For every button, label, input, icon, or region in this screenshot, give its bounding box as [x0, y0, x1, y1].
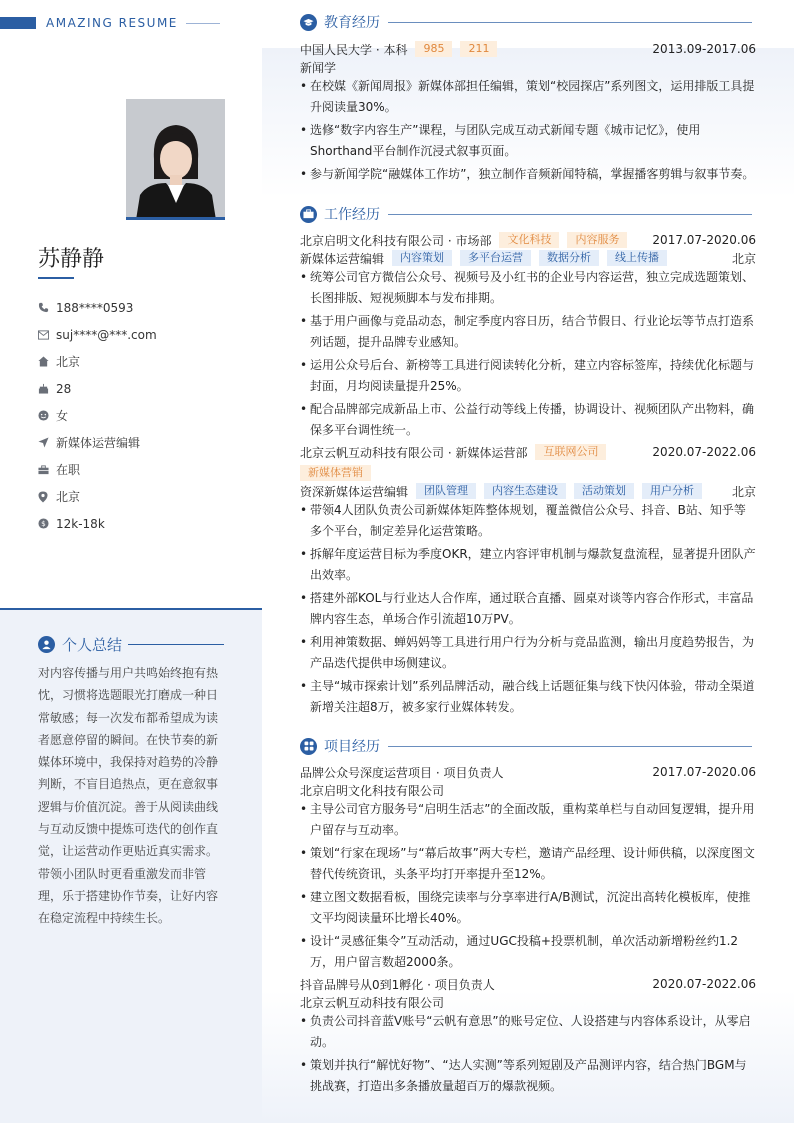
company: 北京启明文化科技有限公司 · 市场部 — [300, 233, 492, 248]
project-name: 抖音品牌号从0到1孵化 · 项目负责人 — [300, 977, 495, 992]
briefcase-icon — [38, 465, 56, 475]
bullet: • 配合品牌部完成新品上市、公益行动等线上传播，协调设计、视频团队产出物料，确保多平台调性统一。 — [300, 399, 756, 440]
bullet-text: 参与新闻学院“融媒体工作坊”，独立制作音频新闻特稿，掌握播客剪辑与叙事节奏。 — [310, 167, 755, 181]
tag: 新媒体营销 — [300, 465, 371, 481]
project-company: 北京云帆互动科技有限公司 — [300, 995, 445, 1010]
bullet: • 主导公司官方服务号“启明生活志”的全面改版，重构菜单栏与自动回复逻辑，提升用户留存与互动率。 — [300, 799, 756, 840]
bullet-text: 利用神策数据、蝉妈妈等工具进行用户行为分析与竞品监测，输出月度趋势报告，为产品迭代提供申场侧建议。 — [310, 635, 755, 670]
job-company-row — [300, 231, 756, 249]
info-gender — [38, 402, 248, 429]
job-role-row — [300, 482, 756, 500]
section-rule — [388, 22, 752, 23]
info-location — [38, 483, 248, 510]
bullet-text: 搭建外部KOL与行业达人合作库，通过联合直播、圆桌对谈等内容合作形式，丰富品牌内容生态，单场合作引流超10万PV。 — [310, 591, 754, 626]
bullet-text: 选修“数字内容生产”课程，与团队完成互动式新闻专题《城市记忆》，使用Shorthand平台制作沉浸式叙事页面。 — [310, 123, 701, 158]
personal-info — [38, 294, 248, 537]
info-text: 188****0593 — [56, 300, 134, 315]
user-icon — [38, 636, 55, 653]
graduation-cap-icon — [300, 14, 317, 31]
bullet: • 基于用户画像与竞品动态，制定季度内容日历，结合节假日、行业论坛等节点打造系列话题，提升品牌专业感知。 — [300, 311, 756, 352]
tag: 多平台运营 — [460, 250, 531, 266]
bullet-text: 拆解年度运营目标为季度OKR，建立内容评审机制与爆款复盘流程，显著提升团队产出效率。 — [310, 547, 756, 582]
bullet: • 参与新闻学院“融媒体工作坊”，独立制作音频新闻特稿，掌握播客剪辑与叙事节奏。 — [300, 164, 756, 185]
education-title: 教育经历 — [324, 15, 380, 31]
job-company-row — [300, 443, 756, 461]
info-status — [38, 456, 248, 483]
date: 2017.07-2020.06 — [652, 765, 756, 779]
mail-icon — [38, 330, 56, 340]
info-text: 12k-18k — [56, 516, 105, 531]
major: 新闻学 — [300, 60, 337, 75]
tag: 211 — [460, 41, 497, 57]
school-name: 中国人民大学 · 本科 — [300, 42, 408, 57]
summary-header — [38, 634, 224, 655]
bullet: • 统筹公司官方微信公众号、视频号及小红书的企业号内容运营，独立完成选题策划、长图排版、短视频脚本与发布排期。 — [300, 267, 756, 308]
bullet: • 拆解年度运营目标为季度OKR，建立内容评审机制与爆款复盘流程，显著提升团队产出效率。 — [300, 544, 756, 585]
bullet-text: 建立图文数据看板，围绕完读率与分享率进行A/B测试，沉淀出高转化模板库，使推文平均阅读量环比增长40%。 — [310, 890, 751, 925]
money-icon — [38, 518, 56, 529]
project-company-row — [300, 993, 756, 1011]
bullet-text: 配合品牌部完成新品上市、公益行动等线上传播，协调设计、视频团队产出物料，确保多平台调性统一。 — [310, 402, 755, 437]
tag: 内容生态建设 — [484, 483, 566, 499]
tag: 内容服务 — [567, 232, 627, 248]
work-title: 工作经历 — [324, 207, 380, 223]
projects-header — [300, 736, 752, 756]
bullet: • 策划并执行“解忧好物”、“达人实测”等系列短剧及产品测评内容，结合热门BGM与挑战赛，打造出多条播放量超百万的爆款视频。 — [300, 1055, 756, 1096]
avatar — [126, 99, 225, 220]
brand-header — [0, 16, 220, 30]
bullet-text: 设计“灵感征集令”互动活动，通过UGC投稿+投票机制，单次活动新增粉丝约1.2万，用户留言数超2000条。 — [310, 934, 739, 969]
summary-text: 对内容传播与用户共鸣始终抱有热忱，习惯将选题眼光打磨成一种日常敏感；每一次发布都希望成为读者愿意停留的瞬间。在快节奏的新媒体环境中，我保持对趋势的冷静判断，不盲目追热点，更在意叙事逻辑与价值沉淀。善于从阅读曲线与互动反馈中提炼可迭代的创作直觉，让运营动作更贴近真实需求。带领小团队时更看重激发而非管理，乐于搭建协作节奏，让好内容在稳定流程中持续生长。 — [38, 666, 219, 926]
avatar-portrait — [126, 99, 225, 220]
projects-title: 项目经历 — [324, 739, 380, 755]
tag: 985 — [415, 41, 452, 57]
name-underline — [38, 277, 74, 279]
role: 资深新媒体运营编辑 — [300, 484, 409, 499]
summary-title: 个人总结 — [62, 636, 123, 654]
job-company-tag-row — [300, 464, 756, 482]
tag: 内容策划 — [392, 250, 452, 266]
info-age — [38, 375, 248, 402]
education-school-row — [300, 40, 756, 58]
tag: 团队管理 — [416, 483, 476, 499]
tag: 活动策划 — [574, 483, 634, 499]
brand-bar — [0, 17, 36, 29]
bullet: • 搭建外部KOL与行业达人合作库，通过联合直播、圆桌对谈等内容合作形式，丰富品牌内容生态，单场合作引流超10万PV。 — [300, 588, 756, 629]
tag: 互联网公司 — [535, 444, 606, 460]
project-name-row — [300, 975, 756, 993]
bullet-text: 带领4人团队负责公司新媒体矩阵整体规划，覆盖微信公众号、抖音、B站、知乎等多个平台，制定差异化运营策略。 — [310, 503, 746, 538]
date: 2017.07-2020.06 — [652, 233, 756, 247]
date: 2020.07-2022.06 — [652, 445, 756, 459]
candidate-name: 苏静静 — [38, 247, 105, 272]
bullet: • 选修“数字内容生产”课程，与团队完成互动式新闻专题《城市记忆》，使用Shorthand平台制作沉浸式叙事页面。 — [300, 120, 756, 161]
bullet-text: 策划并执行“解忧好物”、“达人实测”等系列短剧及产品测评内容，结合热门BGM与挑战赛，打造出多条播放量超百万的爆款视频。 — [310, 1058, 747, 1093]
brand-title: AMAZING RESUME — [46, 16, 178, 30]
city: 北京 — [731, 484, 756, 499]
grid-icon — [300, 738, 317, 755]
tag: 用户分析 — [642, 483, 702, 499]
education-major-row — [300, 58, 756, 76]
info-text: 在职 — [56, 463, 81, 477]
info-text: 北京 — [56, 490, 81, 504]
smile-icon — [38, 410, 56, 421]
bullet: • 设计“灵感征集令”互动活动，通过UGC投稿+投票机制，单次活动新增粉丝约1.2万，用户留言数超2000条。 — [300, 931, 756, 972]
date: 2013.09-2017.06 — [652, 42, 756, 56]
briefcase-circle-icon — [300, 206, 317, 223]
brand-line — [186, 23, 220, 24]
info-phone — [38, 294, 248, 321]
bullet: • 建立图文数据看板，围绕完读率与分享率进行A/B测试，沉淀出高转化模板库，使推文平均阅读量环比增长40%。 — [300, 887, 756, 928]
bullet: • 利用神策数据、蝉妈妈等工具进行用户行为分析与竞品监测，输出月度趋势报告，为产品迭代提供申场侧建议。 — [300, 632, 756, 673]
location-icon — [38, 491, 56, 503]
work-header — [300, 204, 752, 224]
job-role-row — [300, 249, 756, 267]
bullet-text: 在校媒《新闻周报》新媒体部担任编辑，策划“校园探店”系列图文，运用排版工具提升阅读量30%。 — [310, 79, 755, 114]
bullet-text: 运用公众号后台、新榜等工具进行阅读转化分析，建立内容标签库，持续优化标题与封面，月均阅读量提升25%。 — [310, 358, 755, 393]
bullet: • 策划“行家在现场”与“幕后故事”两大专栏，邀请产品经理、设计师供稿，以深度图文替代传统资讯，头条平均打开率提升至12%。 — [300, 843, 756, 884]
bullet-text: 主导“城市探索计划”系列品牌活动，融合线上话题征集与线下快闪体验，带动全渠道新增关注超8万，被多家行业媒体转发。 — [310, 679, 755, 714]
bullet: • 运用公众号后台、新榜等工具进行阅读转化分析，建立内容标签库，持续优化标题与封面，月均阅读量提升25%。 — [300, 355, 756, 396]
tag: 数据分析 — [539, 250, 599, 266]
info-text: suj****@***.com — [56, 327, 157, 342]
bullet-text: 策划“行家在现场”与“幕后故事”两大专栏，邀请产品经理、设计师供稿，以深度图文替代传统资讯，头条平均打开率提升至12%。 — [310, 846, 755, 881]
info-email — [38, 321, 248, 348]
education-header — [300, 12, 752, 32]
project-name-row — [300, 763, 756, 781]
info-text: 女 — [56, 409, 69, 423]
info-text: 28 — [56, 381, 72, 396]
home-icon — [38, 356, 56, 367]
section-rule — [388, 746, 752, 747]
tag: 线上传播 — [607, 250, 667, 266]
info-salary — [38, 510, 248, 537]
summary-rule — [128, 644, 224, 645]
project-name: 品牌公众号深度运营项目 · 项目负责人 — [300, 765, 504, 780]
company: 北京云帆互动科技有限公司 · 新媒体运营部 — [300, 445, 528, 460]
svg-text:$: $ — [41, 519, 46, 529]
bullet-text: 统筹公司官方微信公众号、视频号及小红书的企业号内容运营，独立完成选题策划、长图排版、短视频脚本与发布排期。 — [310, 270, 755, 305]
bullet-text: 基于用户画像与竞品动态，制定季度内容日历，结合节假日、行业论坛等节点打造系列话题，提升品牌专业感知。 — [310, 314, 755, 349]
city: 北京 — [731, 251, 756, 266]
bullet: • 负责公司抖音蓝V账号“云帆有意思”的账号定位、人设搭建与内容体系设计，从零启动。 — [300, 1011, 756, 1052]
date: 2020.07-2022.06 — [652, 977, 756, 991]
phone-icon — [38, 302, 56, 313]
info-home — [38, 348, 248, 375]
project-company-row — [300, 781, 756, 799]
project-company: 北京启明文化科技有限公司 — [300, 783, 445, 798]
bullet: • 主导“城市探索计划”系列品牌活动，融合线上话题征集与线下快闪体验，带动全渠道新增关注超8万，被多家行业媒体转发。 — [300, 676, 756, 717]
info-text: 北京 — [56, 355, 81, 369]
bullet-text: 负责公司抖音蓝V账号“云帆有意思”的账号定位、人设搭建与内容体系设计，从零启动。 — [310, 1014, 751, 1049]
section-rule — [388, 214, 752, 215]
bullet: • 带领4人团队负责公司新媒体矩阵整体规划，覆盖微信公众号、抖音、B站、知乎等多个平台，制定差异化运营策略。 — [300, 500, 756, 541]
cake-icon — [38, 383, 56, 394]
bullet: • 在校媒《新闻周报》新媒体部担任编辑，策划“校园探店”系列图文，运用排版工具提升阅读量30%。 — [300, 76, 756, 117]
bullet-text: 主导公司官方服务号“启明生活志”的全面改版，重构菜单栏与自动回复逻辑，提升用户留存与互动率。 — [310, 802, 755, 837]
send-icon — [38, 437, 56, 448]
info-text: 新媒体运营编辑 — [56, 436, 141, 450]
info-position — [38, 429, 248, 456]
role: 新媒体运营编辑 — [300, 251, 385, 266]
tag: 文化科技 — [499, 232, 559, 248]
